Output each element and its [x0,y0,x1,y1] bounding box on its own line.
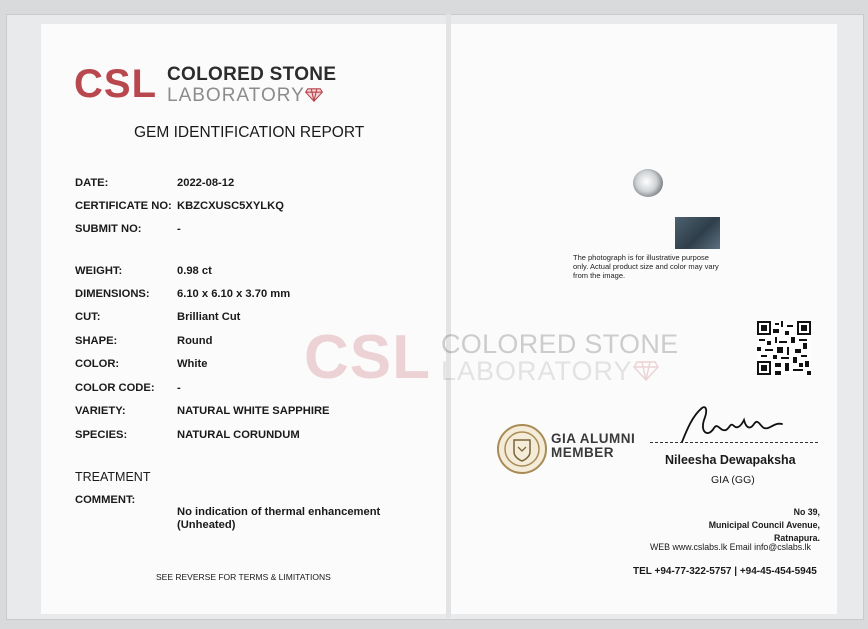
brand-line2: LABORATORY [167,84,305,106]
watermark-mark: CSL [304,323,431,392]
comment-label: COMMENT: [75,494,136,506]
treatment-heading: TREATMENT [75,470,151,484]
field-value: 0.98 ct [177,265,212,277]
field-label: SPECIES: [75,429,128,441]
watermark-logo [304,322,678,393]
signer-name: Nileesha Dewapaksha [665,453,796,467]
signature-line [650,442,818,443]
field-label: COLOR: [75,358,120,370]
gia-member-label [551,432,635,460]
field-label: DATE: [75,177,109,189]
field-label: SHAPE: [75,335,118,347]
terms-note: SEE REVERSE FOR TERMS & LIMITATIONS [156,572,331,582]
address-line-3: Ratnapura. [774,533,820,543]
field-value: NATURAL CORUNDUM [177,429,300,441]
field-value: White [177,358,208,370]
fold-line [446,14,451,618]
gem-photo [633,169,663,197]
web-email: WEB www.cslabs.lk Email info@cslabs.lk [650,542,811,552]
gia-line2: MEMBER [551,445,614,460]
signature-icon [678,402,798,446]
address-line-1: No 39, [793,507,820,517]
photo-disclaimer: The photograph is for illustrative purpose only. Actual product size and color may vary from the image. [573,253,719,280]
signer-title: GIA (GG) [711,474,755,486]
field-label: COLOR CODE: [75,382,155,394]
field-label: CERTIFICATE NO: [75,200,172,212]
field-value: NATURAL WHITE SAPPHIRE [177,405,330,417]
field-value: Round [177,335,213,347]
gia-seal-icon [496,423,548,475]
gia-line1: GIA ALUMNI [551,431,636,446]
field-value: 6.10 x 6.10 x 3.70 mm [177,288,291,300]
field-value: Brilliant Cut [177,311,241,323]
field-label: VARIETY: [75,405,126,417]
field-value: - [177,223,181,235]
telephone: TEL +94-77-322-5757 | +94-45-454-5945 [633,566,817,577]
diamond-icon [305,88,323,102]
hologram-sticker [675,217,720,249]
brand-mark: CSL [74,62,157,106]
field-value: 2022-08-12 [177,177,235,189]
field-label: SUBMIT NO: [75,223,142,235]
watermark-line2: LABORATORY [441,355,633,386]
field-value: KBZCXUSC5XYLKQ [177,200,284,212]
diamond-icon [633,361,659,381]
field-label: DIMENSIONS: [75,288,150,300]
qr-code-icon [757,321,811,375]
brand-line1: COLORED STONE [167,63,337,85]
watermark-line1: COLORED STONE [441,328,679,359]
field-label: WEIGHT: [75,265,123,277]
brand-logo [74,62,336,107]
field-value: - [177,382,181,394]
address-line-2: Municipal Council Avenue, [708,520,820,530]
comment-value: No indication of thermal enhancement (Unheated) [177,506,381,531]
report-title: GEM IDENTIFICATION REPORT [134,124,365,141]
field-label: CUT: [75,311,101,323]
